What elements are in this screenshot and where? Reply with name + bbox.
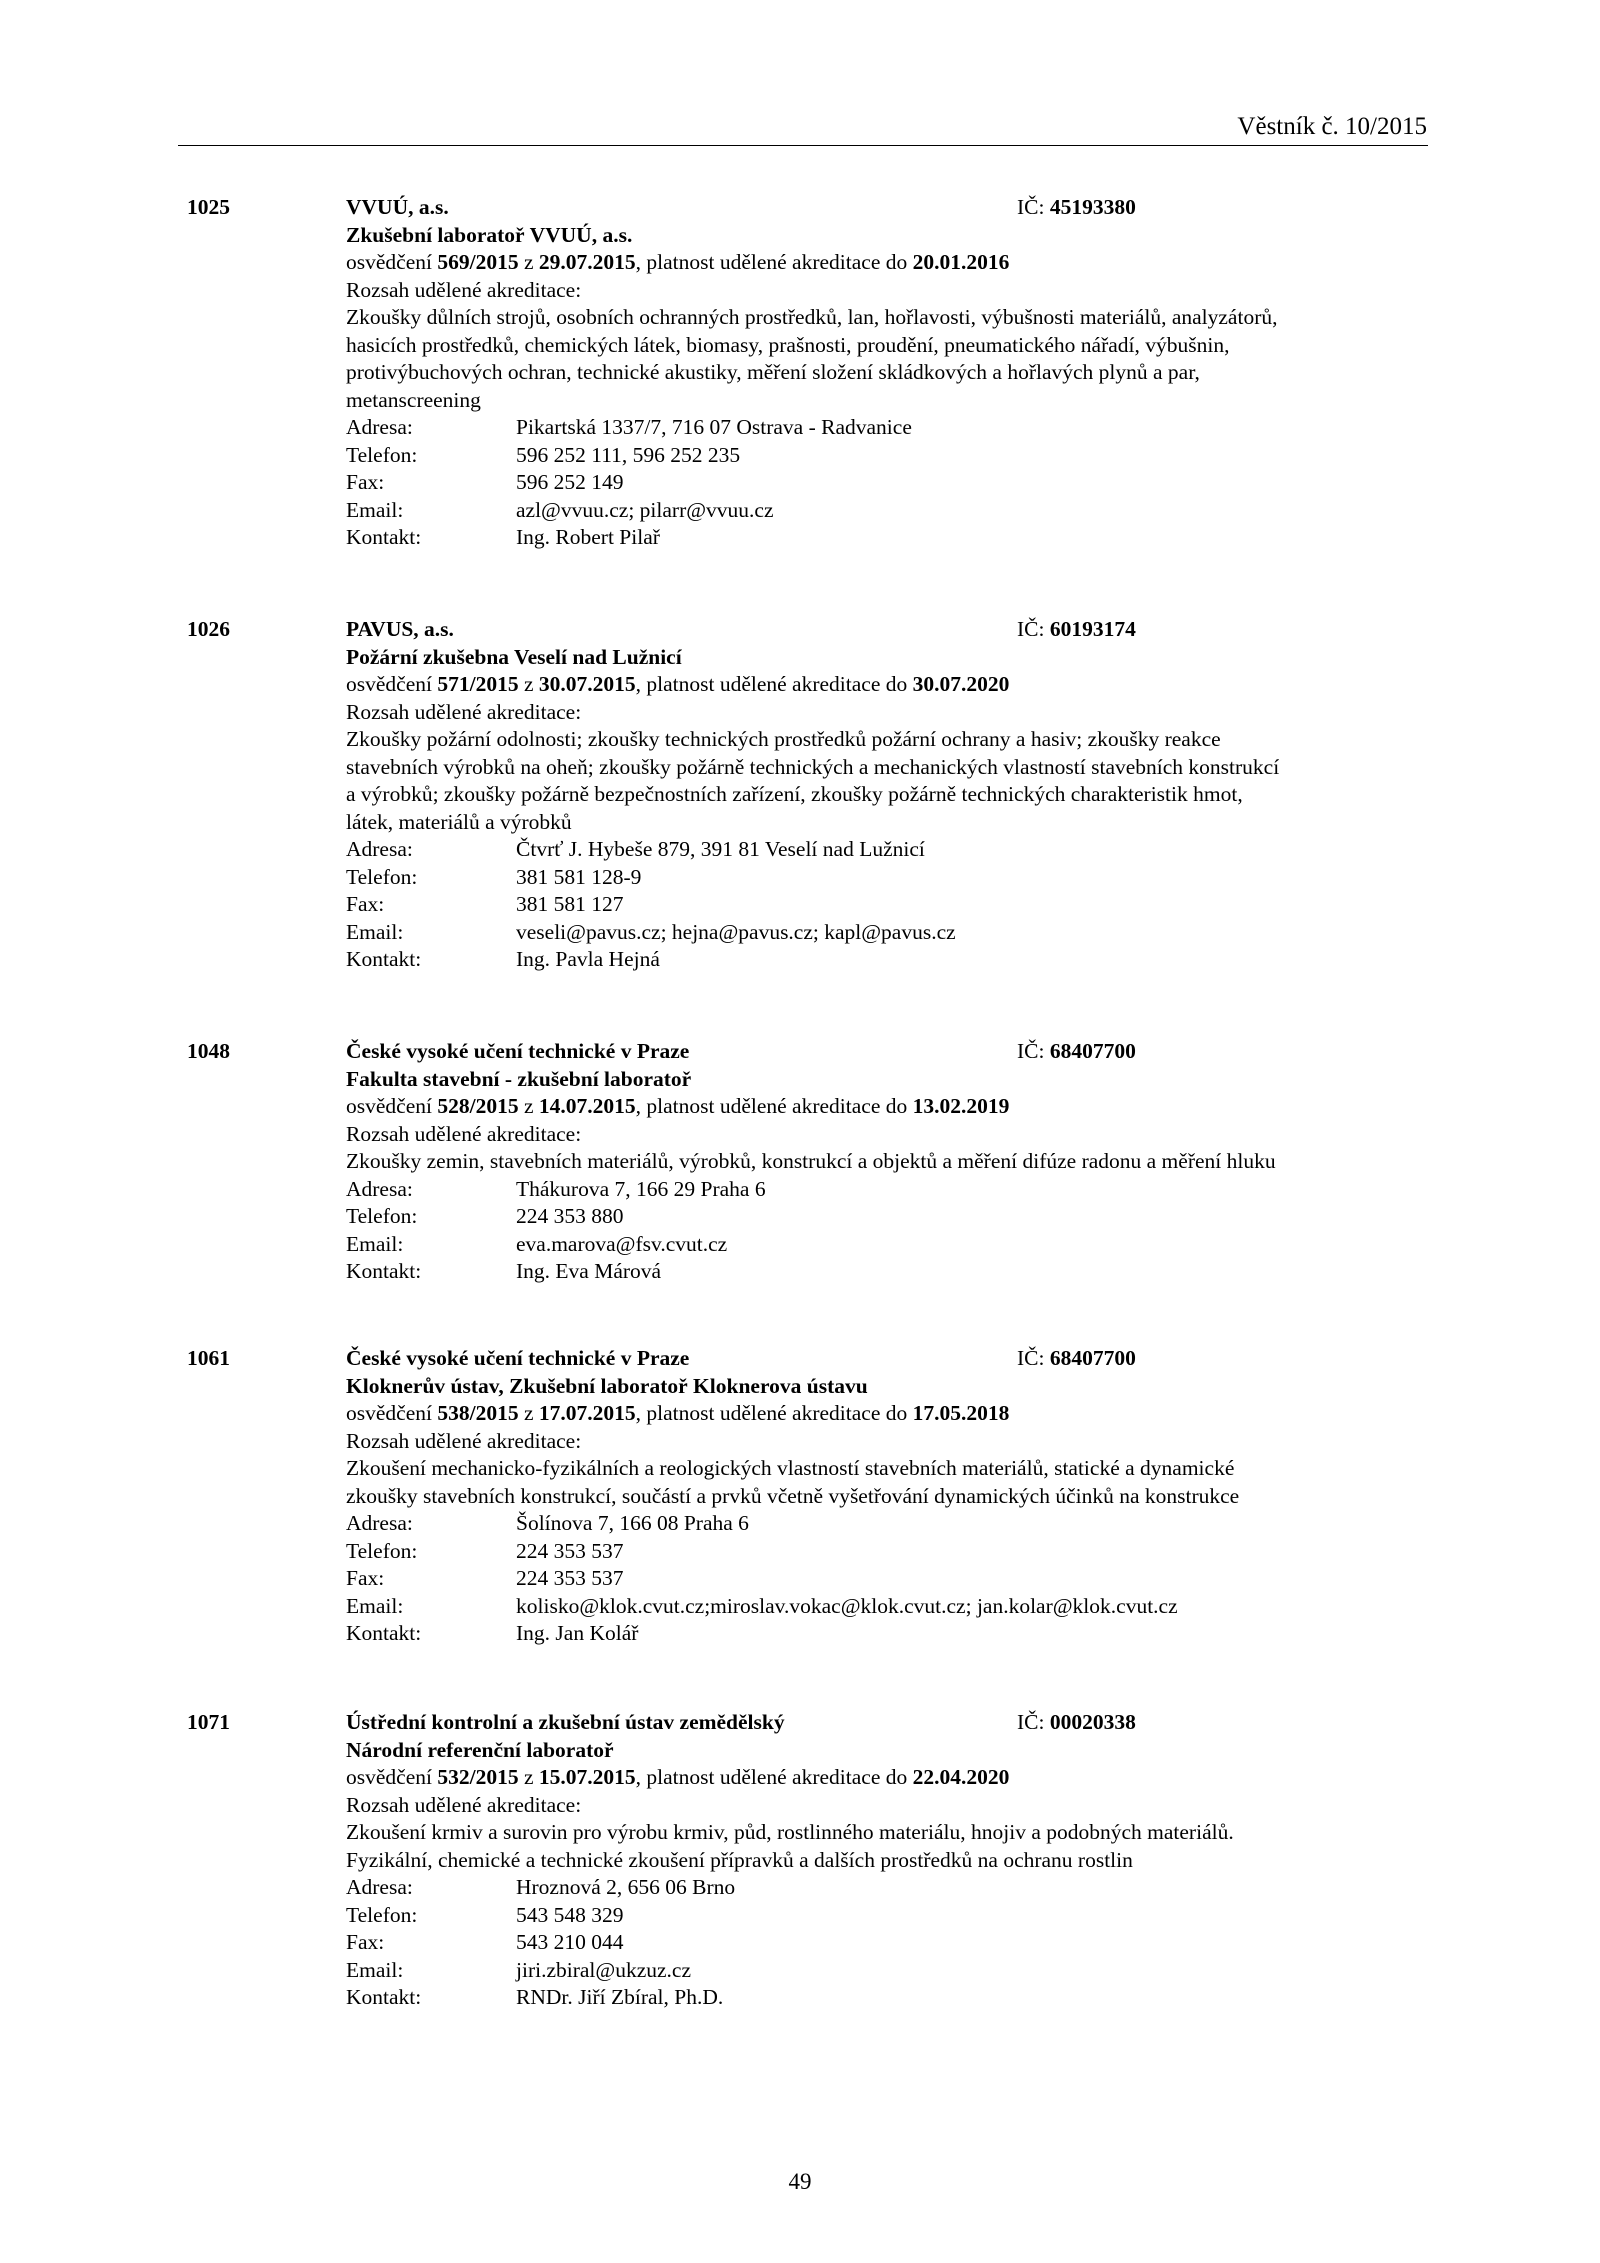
cert-mid: , platnost udělené akreditace do xyxy=(635,250,913,274)
cert-prefix: osvědčení xyxy=(346,1401,438,1425)
contact-person xyxy=(346,1984,1466,2012)
entry-number: 1025 xyxy=(187,195,230,219)
contact-email xyxy=(346,919,1466,947)
entry-number: 1026 xyxy=(187,617,230,641)
scope-label: Rozsah udělené akreditace: xyxy=(346,1428,582,1453)
cert-date: 30.07.2015 xyxy=(538,672,636,696)
ic-value: 60193174 xyxy=(1049,617,1136,641)
contact-phone xyxy=(346,1902,1466,1930)
contact-value: 224 353 537 xyxy=(516,1566,624,1590)
scope-line: Fyzikální, chemické a technické zkoušení přípravků a dalších prostředků na ochranu rostlin xyxy=(346,1847,1133,1872)
contact-email xyxy=(346,497,1466,525)
cert-z: z xyxy=(518,1765,539,1789)
contact-label: Email: xyxy=(346,1593,404,1618)
scope-line: metanscreening xyxy=(346,387,481,412)
scope-label: Rozsah udělené akreditace: xyxy=(346,699,582,724)
entry-number: 1048 xyxy=(187,1039,230,1063)
cert-prefix: osvědčení xyxy=(346,1094,438,1118)
cert-valid-until: 30.07.2020 xyxy=(912,672,1010,696)
cert-z: z xyxy=(518,1094,539,1118)
header-rule xyxy=(178,145,1428,146)
cert-valid-until: 17.05.2018 xyxy=(912,1401,1010,1425)
scope-label: Rozsah udělené akreditace: xyxy=(346,1792,582,1817)
entry-number: 1061 xyxy=(187,1346,230,1370)
cert-date: 15.07.2015 xyxy=(538,1765,636,1789)
contact-value: azl@vvuu.cz; pilarr@vvuu.cz xyxy=(516,497,774,522)
scope-label: Rozsah udělené akreditace: xyxy=(346,1121,582,1146)
cert-number: 571/2015 xyxy=(437,672,519,696)
ic-field xyxy=(1017,616,1136,644)
org-name: České vysoké učení technické v Praze xyxy=(346,1039,690,1063)
cert-valid-until: 22.04.2020 xyxy=(912,1765,1010,1789)
ic-value: 00020338 xyxy=(1049,1710,1136,1734)
contact-label: Adresa: xyxy=(346,1176,413,1201)
entry-block xyxy=(346,194,1466,552)
ic-value: 45193380 xyxy=(1049,195,1136,219)
contact-value: Pikartská 1337/7, 716 07 Ostrava - Radvanice xyxy=(516,415,912,439)
scope-line: zkoušky stavebních konstrukcí, součástí a prvků včetně vyšetřování dynamických účinků na konstrukce xyxy=(346,1483,1240,1508)
cert-number: 569/2015 xyxy=(437,250,519,274)
entry-block xyxy=(346,1709,1466,2012)
contact-phone xyxy=(346,442,1466,470)
ic-value: 68407700 xyxy=(1049,1039,1136,1063)
cert-number: 532/2015 xyxy=(437,1765,519,1789)
contact-label: Kontakt: xyxy=(346,1621,422,1645)
ic-value: 68407700 xyxy=(1049,1346,1136,1370)
contact-person xyxy=(346,1620,1466,1648)
contact-value: RNDr. Jiří Zbíral, Ph.D. xyxy=(516,1985,724,2009)
cert-date: 29.07.2015 xyxy=(538,250,636,274)
contact-label: Telefon: xyxy=(346,1204,418,1228)
contact-value: kolisko@klok.cvut.cz;miroslav.vokac@klok.cvut.cz; jan.kolar@klok.cvut.cz xyxy=(516,1593,1178,1618)
contact-label: Fax: xyxy=(346,1930,385,1954)
unit-name: Kloknerův ústav, Zkušební laboratoř Kloknerova ústavu xyxy=(346,1373,868,1398)
contact-label: Adresa: xyxy=(346,837,413,861)
scope-line: hasicích prostředků, chemických látek, biomasy, prašnosti, proudění, pneumatického nářadí, výbušnin, xyxy=(346,332,1230,357)
certificate-line xyxy=(346,1400,1466,1428)
unit-name: Zkušební laboratoř VVUÚ, a.s. xyxy=(346,222,633,247)
certificate-line xyxy=(346,671,1466,699)
org-name: České vysoké učení technické v Praze xyxy=(346,1346,690,1370)
contact-label: Adresa: xyxy=(346,1875,413,1899)
org-name: PAVUS, a.s. xyxy=(346,617,454,641)
org-name: VVUÚ, a.s. xyxy=(346,195,449,219)
contact-value: Čtvrť J. Hybeše 879, 391 81 Veselí nad Lužnicí xyxy=(516,837,925,861)
contact-value: 224 353 880 xyxy=(516,1204,624,1228)
entry-block xyxy=(346,1038,1466,1286)
contact-fax xyxy=(346,1929,1466,1957)
ic-field xyxy=(1017,1709,1136,1737)
contact-value: 381 581 127 xyxy=(516,892,624,916)
cert-number: 528/2015 xyxy=(437,1094,519,1118)
ic-field xyxy=(1017,1038,1136,1066)
contact-value: 381 581 128-9 xyxy=(516,864,642,889)
scope-line: a výrobků; zkoušky požárně bezpečnostních zařízení, zkoušky požárně technických charakteristik hmot, xyxy=(346,782,1243,806)
contact-label: Email: xyxy=(346,919,404,944)
contact-label: Kontakt: xyxy=(346,1259,422,1283)
cert-mid: , platnost udělené akreditace do xyxy=(635,1401,913,1425)
scope-line: Zkoušení mechanicko-fyzikálních a reologických vlastností stavebních materiálů, statické a dynamické xyxy=(346,1456,1235,1480)
contact-value: 596 252 149 xyxy=(516,470,624,494)
contact-value: veseli@pavus.cz; hejna@pavus.cz; kapl@pavus.cz xyxy=(516,919,956,944)
contact-value: Ing. Eva Márová xyxy=(516,1259,662,1283)
cert-prefix: osvědčení xyxy=(346,250,438,274)
scope-line: Zkoušky zemin, stavebních materiálů, výrobků, konstrukcí a objektů a měření difúze radonu a měření hluku xyxy=(346,1149,1276,1173)
cert-prefix: osvědčení xyxy=(346,1765,438,1789)
contact-label: Fax: xyxy=(346,470,385,494)
contact-label: Kontakt: xyxy=(346,1985,422,2009)
contact-label: Telefon: xyxy=(346,1538,418,1563)
contact-label: Kontakt: xyxy=(346,525,422,549)
ic-label: IČ: xyxy=(1017,1710,1045,1734)
cert-date: 14.07.2015 xyxy=(538,1094,636,1118)
cert-prefix: osvědčení xyxy=(346,672,438,696)
cert-number: 538/2015 xyxy=(437,1401,519,1425)
ic-label: IČ: xyxy=(1017,195,1045,219)
cert-z: z xyxy=(518,250,539,274)
scope-label: Rozsah udělené akreditace: xyxy=(346,277,582,302)
contact-label: Adresa: xyxy=(346,1511,413,1535)
cert-mid: , platnost udělené akreditace do xyxy=(635,1765,913,1789)
contact-address xyxy=(346,1176,1466,1204)
contact-address xyxy=(346,836,1466,864)
contact-person xyxy=(346,1258,1466,1286)
scope-line: Zkoušky důlních strojů, osobních ochranných prostředků, lan, hořlavosti, výbušnosti materiálů, analyzátorů, xyxy=(346,305,1278,329)
page-number: 49 xyxy=(788,2169,812,2194)
contact-label: Email: xyxy=(346,1957,404,1982)
contact-label: Fax: xyxy=(346,892,385,916)
cert-mid: , platnost udělené akreditace do xyxy=(635,1094,913,1118)
contact-value: Šolínova 7, 166 08 Praha 6 xyxy=(516,1511,749,1535)
unit-name: Národní referenční laboratoř xyxy=(346,1737,614,1762)
unit-name: Požární zkušebna Veselí nad Lužnicí xyxy=(346,644,682,669)
contact-label: Telefon: xyxy=(346,1902,418,1927)
contact-email xyxy=(346,1957,1466,1985)
certificate-line xyxy=(346,1093,1466,1121)
contact-email xyxy=(346,1593,1466,1621)
scope-line: Zkoušení krmiv a surovin pro výrobu krmiv, půd, rostlinného materiálu, hnojiv a podobných materiálů. xyxy=(346,1820,1234,1844)
contact-label: Email: xyxy=(346,497,404,522)
contact-value: Hroznová 2, 656 06 Brno xyxy=(516,1875,736,1899)
cert-z: z xyxy=(518,672,539,696)
contact-value: 596 252 111, 596 252 235 xyxy=(516,442,741,467)
contact-address xyxy=(346,1510,1466,1538)
org-name: Ústřední kontrolní a zkušební ústav zemědělský xyxy=(346,1710,785,1734)
entry-block xyxy=(346,1345,1466,1648)
contact-label: Adresa: xyxy=(346,415,413,439)
entry-block xyxy=(346,616,1466,974)
contact-label: Telefon: xyxy=(346,864,418,889)
scope-line: látek, materiálů a výrobků xyxy=(346,809,572,834)
certificate-line xyxy=(346,1764,1466,1792)
contact-label: Kontakt: xyxy=(346,947,422,971)
contact-value: Ing. Jan Kolář xyxy=(516,1621,639,1645)
contact-email xyxy=(346,1231,1466,1259)
contact-person xyxy=(346,946,1466,974)
scope-line: stavebních výrobků na oheň; zkoušky požárně technických a mechanických vlastností stavebních konstrukcí xyxy=(346,754,1280,779)
cert-date: 17.07.2015 xyxy=(538,1401,636,1425)
ic-field xyxy=(1017,1345,1136,1373)
unit-name: Fakulta stavební - zkušební laboratoř xyxy=(346,1066,692,1091)
contact-value: eva.marova@fsv.cvut.cz xyxy=(516,1231,728,1256)
contact-fax xyxy=(346,891,1466,919)
cert-valid-until: 13.02.2019 xyxy=(912,1094,1010,1118)
header-title: Věstník č. 10/2015 xyxy=(1237,113,1427,140)
contact-label: Email: xyxy=(346,1231,404,1256)
contact-value: Ing. Robert Pilař xyxy=(516,525,660,549)
contact-value: jiri.zbiral@ukzuz.cz xyxy=(516,1957,691,1982)
contact-label: Telefon: xyxy=(346,442,418,467)
certificate-line xyxy=(346,249,1466,277)
scope-line: protivýbuchových ochran, technické akustiky, měření složení skládkových a hořlavých plynů a par, xyxy=(346,360,1200,384)
contact-value: 224 353 537 xyxy=(516,1538,624,1563)
contact-value: Ing. Pavla Hejná xyxy=(516,947,660,971)
contact-fax xyxy=(346,469,1466,497)
contact-fax xyxy=(346,1565,1466,1593)
contact-value: 543 548 329 xyxy=(516,1902,624,1927)
contact-phone xyxy=(346,864,1466,892)
contact-address xyxy=(346,1874,1466,1902)
contact-label: Fax: xyxy=(346,1566,385,1590)
contact-phone xyxy=(346,1538,1466,1566)
cert-valid-until: 20.01.2016 xyxy=(912,250,1010,274)
entry-number: 1071 xyxy=(187,1710,230,1734)
ic-label: IČ: xyxy=(1017,1346,1045,1370)
ic-label: IČ: xyxy=(1017,617,1045,641)
cert-z: z xyxy=(518,1401,539,1425)
ic-label: IČ: xyxy=(1017,1039,1045,1063)
scope-line: Zkoušky požární odolnosti; zkoušky technických prostředků požární ochrany a hasiv; zkoušky reakce xyxy=(346,727,1221,751)
contact-value: Thákurova 7, 166 29 Praha 6 xyxy=(516,1176,766,1201)
contact-address xyxy=(346,414,1466,442)
contact-person xyxy=(346,524,1466,552)
contact-phone xyxy=(346,1203,1466,1231)
ic-field xyxy=(1017,194,1136,222)
cert-mid: , platnost udělené akreditace do xyxy=(635,672,913,696)
contact-value: 543 210 044 xyxy=(516,1930,624,1954)
